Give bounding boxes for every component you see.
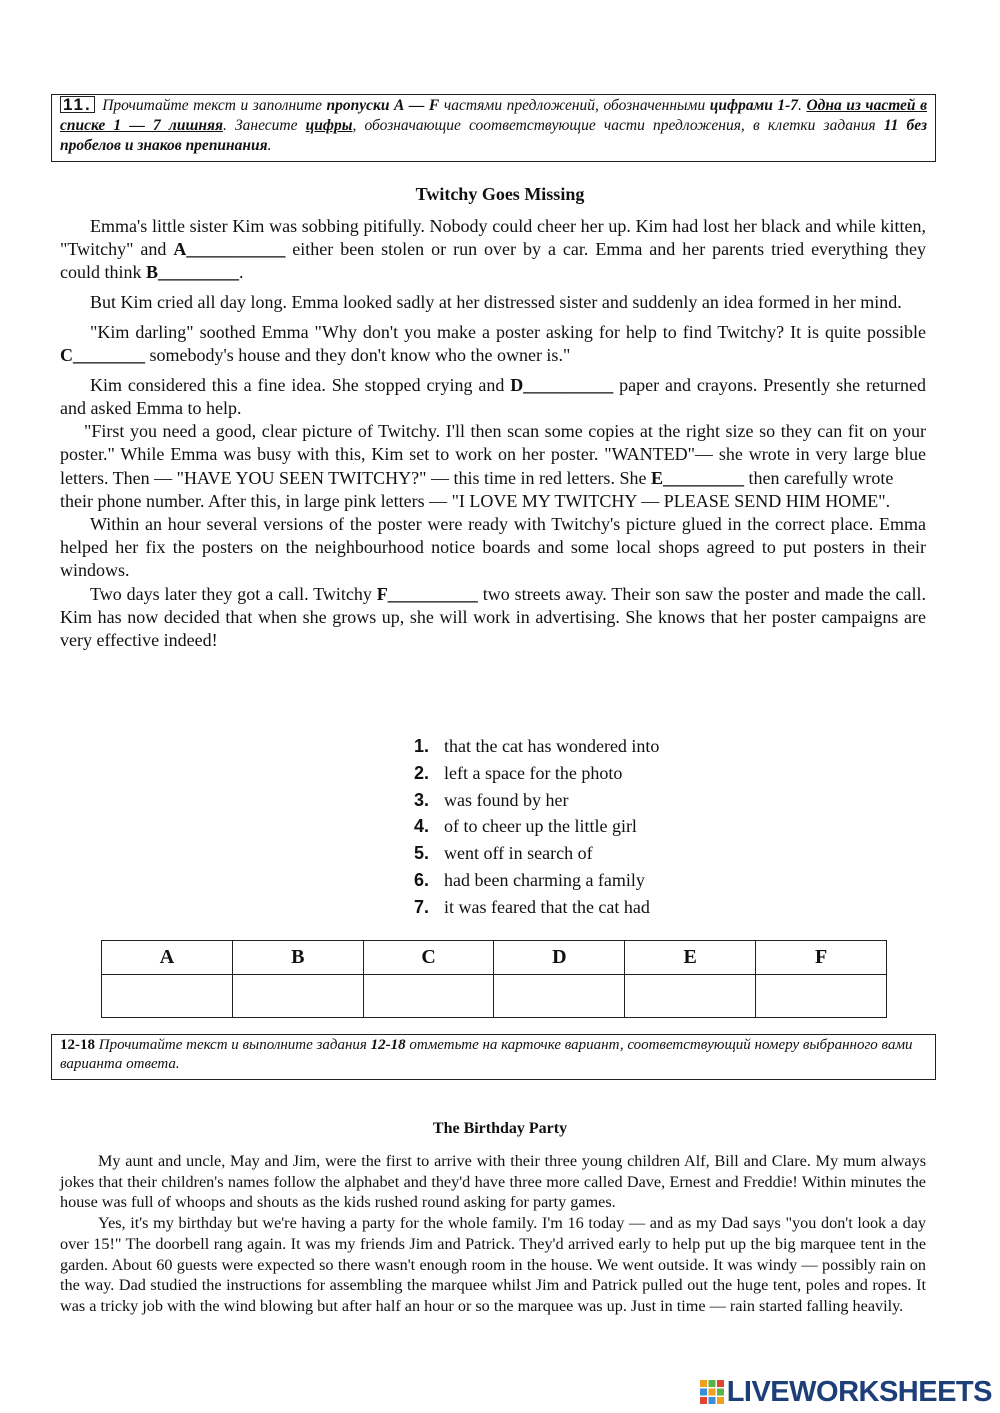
answer-table <box>101 940 887 1018</box>
story-2-text <box>60 1151 926 1317</box>
options-list <box>414 733 659 921</box>
task-11-instructions: 11. Прочитайте текст и заполните пропуски А — F частями предложений, обозначенными цифрами 1-7. Одна из частей в списке 1 — 7 лишняя. Занесите цифры, обозначающие соответствующие части предложения, в клетки задания 11 без пробелов и знаков препинания. <box>51 94 936 162</box>
blank-f[interactable]: F__________ <box>376 583 478 604</box>
answer-header-b: B <box>232 941 363 975</box>
answer-header-c: C <box>363 941 494 975</box>
story-paragraph: But Kim cried all day long. Emma looked sadly at her distressed sister and suddenly an idea formed in her mind. <box>90 292 902 313</box>
story-paragraph: "First you need a good, clear picture of Twitchy. I'll then scan some copies at the right size so they can fit on your poster." While Emma was busy with this, Kim set to work on her poster. "WANTED"— she wrote in very large blue letters. Then — "HAVE YOU SEEN TWITCHY?" — this time in red letters. She E_________ then carefully wrote <box>60 421 926 488</box>
option-item: 5. went off in search of <box>414 843 593 864</box>
story-2-paragraph: My aunt and uncle, May and Jim, were the first to arrive with their three young children Alf, Bill and Clare. My mum always jokes that their children's names follow the alphabet and they'd have three more called Dave, Ernest and Freddie! Within minutes the house was full of whoops and shouts as the kids rushed round asking for party games. <box>60 1152 926 1212</box>
option-item: 6. had been charming a family <box>414 869 645 890</box>
answer-cell-b[interactable] <box>232 975 363 1018</box>
story-2-paragraph: Yes, it's my birthday but we're having a party for the whole family. I'm 16 today — and as my Dad says "you don't look a day over 15!" The doorbell rang again. It was my friends Jim and Patrick. They'd arrived early to help put up the big marquee tent in the garden. About 60 guests were expected so there wasn't enough room in the house. We went outside. It was windy — possibly rain on the way. Dad studied the instructions for assembling the marquee whilst Jim and Patrick pulled out the huge tent, poles and ropes. It was a tricky job with the wind blowing but after half an hour or so the marquee was up. Just in time — rain started falling heavily. <box>60 1214 926 1315</box>
answer-cell-f[interactable] <box>756 975 887 1018</box>
task-number-badge: 11. <box>60 96 95 113</box>
story-2-title: The Birthday Party <box>432 1120 568 1137</box>
answer-cell-a[interactable] <box>102 975 233 1018</box>
answer-header-d: D <box>494 941 625 975</box>
liveworksheets-logo-icon <box>699 1379 725 1405</box>
story-paragraph: "Kim darling" soothed Emma "Why don't you make a poster asking for help to find Twitchy? It is quite possible C________ somebody's house and they don't know who the owner is." <box>60 321 926 366</box>
answer-header-f: F <box>756 941 887 975</box>
blank-a[interactable]: A___________ <box>173 239 286 260</box>
answer-header-a: A <box>102 941 233 975</box>
liveworksheets-brand <box>699 1376 992 1408</box>
story-title: Twitchy Goes Missing <box>415 184 585 204</box>
story-paragraph: Two days later they got a call. Twitchy F__________ two streets away. Their son saw the poster and made the call. Kim has now decided that when she grows up, she will work in advertising. She knows that her poster campaigns are very effective indeed! <box>60 583 926 650</box>
option-item: 1. that the cat has wondered into <box>414 736 660 756</box>
story-paragraph: Kim considered this a fine idea. She stopped crying and D__________ paper and crayons. Presently she returned and asked Emma to help. <box>60 374 926 418</box>
option-item: 2. left a space for the photo <box>414 762 623 783</box>
answer-cell-c[interactable] <box>363 975 494 1018</box>
option-item: 7. it was feared that the cat had <box>414 896 650 917</box>
story-paragraph: Emma's little sister Kim was sobbing pitifully. Nobody could cheer her up. Kim had lost her black and while kitten, "Twitchy" and A___________ either been stolen or run over by a car. Emma and her parents tried everything they could think B_________. <box>60 216 926 283</box>
task-12-18-instructions: 12-18 Прочитайте текст и выполните задания 12-18 отметьте на карточке вариант, соответствующий номеру выбранного вами варианта ответа. <box>51 1034 936 1080</box>
story-text <box>60 215 926 652</box>
blank-b[interactable]: B_________ <box>146 262 240 283</box>
answer-header-e: E <box>625 941 756 975</box>
answer-cell-d[interactable] <box>494 975 625 1018</box>
story-paragraph: their phone number. After this, in large pink letters — "I LOVE MY TWITCHY — PLEASE SEND HIM HOME". <box>60 490 891 511</box>
brand-name: LIVEWORKSHEETS <box>726 1376 992 1408</box>
blank-c[interactable]: C________ <box>60 345 145 366</box>
blank-d[interactable]: D__________ <box>510 374 614 395</box>
option-item: 4. of to cheer up the little girl <box>414 816 637 837</box>
answer-cell-e[interactable] <box>625 975 756 1018</box>
story-paragraph: Within an hour several versions of the poster were ready with Twitchy's picture glued in the correct place. Emma helped her fix the posters on the neighbourhood notice boards and some local shops agreed to put posters in their windows. <box>60 513 926 581</box>
blank-e[interactable]: E_________ <box>650 467 744 488</box>
option-item: 3. was found by her <box>414 789 569 810</box>
